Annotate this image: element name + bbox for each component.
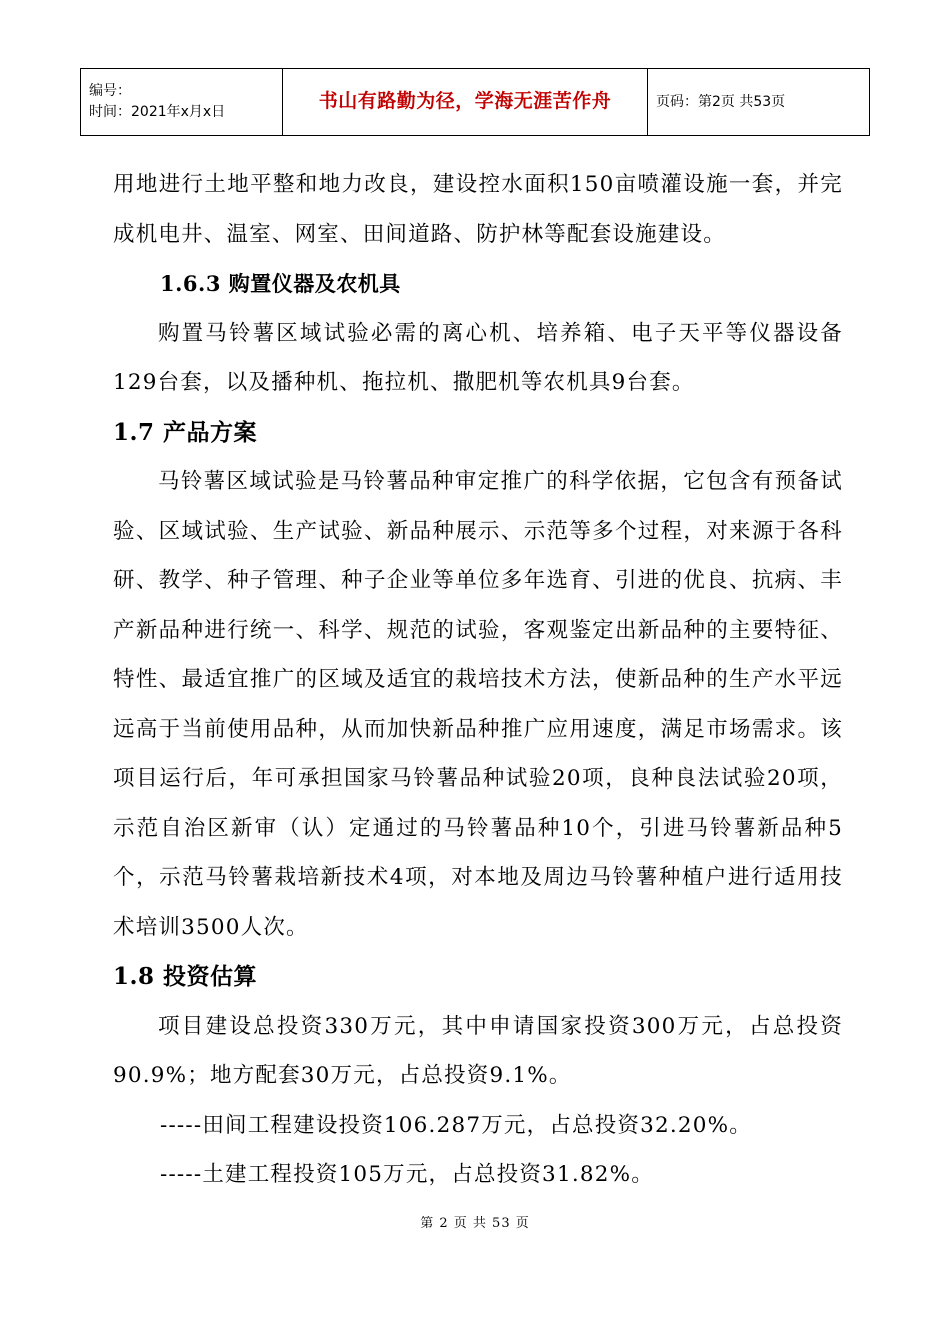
header-time-label: 时间：2021年x月x日 (89, 104, 226, 120)
body-paragraph: 马铃薯区域试验是马铃薯品种审定推广的科学依据，它包含有预备试验、区域试验、生产试验、新品种展示、示范等多个过程，对来源于各科研、教学、种子管理、种子企业等单位多年选育、引进的优良、抗病、丰产新品种进行统一、科学、规范的试验，客观鉴定出新品种的主要特征、特性、最适宜推广的区域及适宜的栽培技术方法，使新品种的生产水平远远高于当前使用品种，从而加快新品种推广应用速度，满足市场需求。该项目运行后，年可承担国家马铃薯品种试验20项，良种良法试验20项，示范自治区新审（认）定通过的马铃薯品种10个，引进马铃薯新品种5个，示范马铃薯栽培新技术4项，对本地及周边马铃薯种植户进行适用技术培训3500人次。 (113, 469, 843, 940)
document-header (80, 68, 870, 136)
header-page-code-cell (648, 69, 870, 136)
section-heading-1-8: 1.8 投资估算 (113, 963, 258, 990)
header-motto: 书山有路勤为径，学海无涯苦作舟 (318, 89, 612, 112)
header-motto-cell (283, 69, 648, 136)
investment-line: -----田间工程建设投资106.287万元，占总投资32.20%。 (160, 1112, 753, 1138)
investment-line: -----土建工程投资105万元，占总投资31.82%。 (160, 1162, 654, 1187)
section-heading-1-6-3: 1.6.3 购置仪器及农机具 (160, 271, 401, 296)
header-meta (81, 69, 283, 136)
body-paragraph: 购置马铃薯区域试验必需的离心机、培养箱、电子天平等仪器设备129台套，以及播种机、拖拉机、撒肥机等农机具9台套。 (113, 320, 843, 395)
body-paragraph: 用地进行土地平整和地力改良，建设控水面积150亩喷灌设施一套，并完成机电井、温室、网室、田间道路、防护林等配套设施建设。 (113, 172, 843, 247)
page-footer: 第 2 页 共 53 页 (420, 1216, 530, 1231)
header-number-label: 编号： (89, 83, 131, 99)
body-paragraph: 项目建设总投资330万元，其中申请国家投资300万元，占总投资90.9%；地方配套30万元，占总投资9.1%。 (113, 1013, 843, 1088)
header-page-code: 页码：第2页 共53页 (656, 93, 786, 110)
section-heading-1-7: 1.7 产品方案 (113, 418, 258, 446)
document-body (113, 160, 843, 1200)
